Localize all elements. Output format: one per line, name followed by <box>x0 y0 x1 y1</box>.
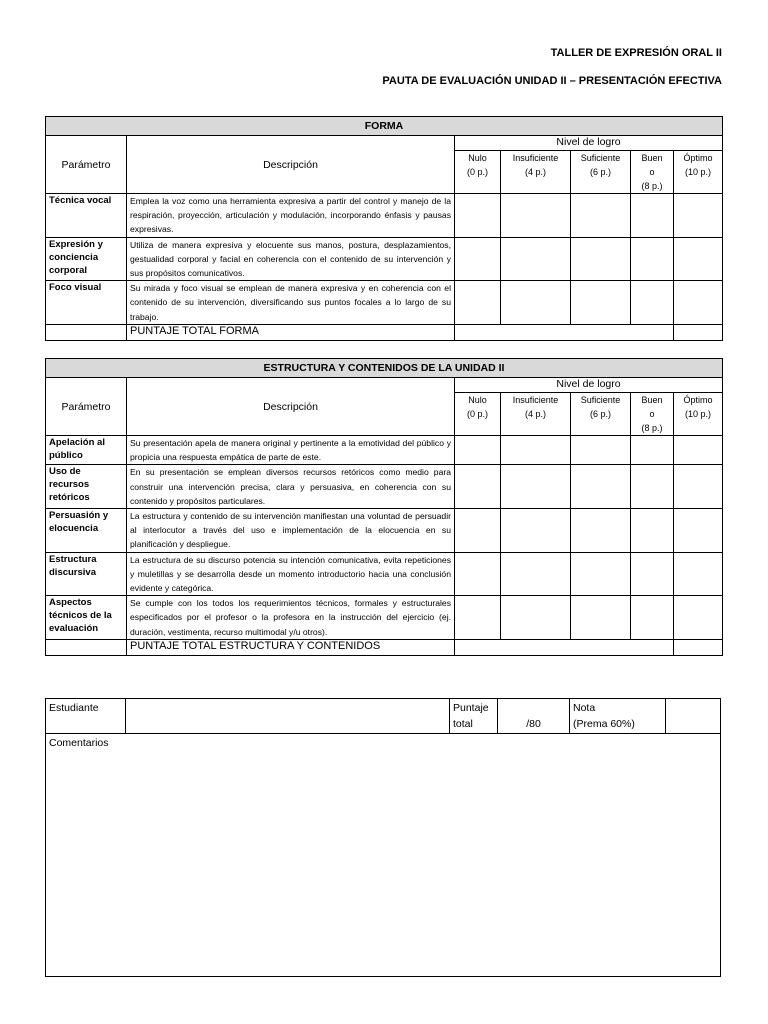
score-cell[interactable] <box>571 552 631 596</box>
score-cell[interactable] <box>455 509 501 553</box>
param-desc: En su presentación se emplean diversos recursos retóricos como medio para construir una intervención precisa, clara y persuasiva, en coherencia con su contenido y propósitos particulares. <box>127 465 455 509</box>
score-cell[interactable] <box>455 436 501 465</box>
param-desc: La estructura y contenido de su intervención manifiestan una voluntad de persuadir al interlocutor a través del uso e implementación de la elocuencia en su planificación y despliegue. <box>127 509 455 553</box>
course-title: TALLER DE EXPRESIÓN ORAL II <box>550 47 722 59</box>
comments-field[interactable] <box>46 734 721 977</box>
param-name: Apelación al público <box>46 436 127 465</box>
level-insuficiente: Insuficiente (4 p.) <box>501 151 571 194</box>
score-cell[interactable] <box>455 281 501 325</box>
table-row <box>46 465 723 509</box>
score-cell[interactable] <box>501 596 571 640</box>
estructura-section-title: ESTRUCTURA Y CONTENIDOS DE LA UNIDAD II <box>46 359 723 378</box>
summary-table <box>45 698 721 977</box>
table-row <box>46 194 723 238</box>
score-cell[interactable] <box>455 194 501 238</box>
total-label: PUNTAJE TOTAL ESTRUCTURA Y CONTENIDOS <box>127 639 455 655</box>
param-name: Aspectos técnicos de la evaluación <box>46 596 127 640</box>
table-row <box>46 436 723 465</box>
score-cell[interactable] <box>455 596 501 640</box>
param-desc: La estructura de su discurso potencia su intención comunicativa, evita repeticiones y muletillas y se desarrolla desde un momento introductorio hacia una conclusión evidente y categórica. <box>127 552 455 596</box>
score-cell[interactable] <box>571 465 631 509</box>
score-cell[interactable] <box>571 509 631 553</box>
score-cell[interactable] <box>674 465 723 509</box>
desc-header: Descripción <box>127 378 455 436</box>
score-cell[interactable] <box>674 237 723 281</box>
param-desc: Se cumple con los todos los requerimientos técnicos, formales y estructurales especificados por el profesor o la profesora en la instrucción del ejercicio (ej. duración, vestimenta, recurso multimodal y/u otros). <box>127 596 455 640</box>
score-cell[interactable] <box>501 237 571 281</box>
table-row <box>46 596 723 640</box>
score-cell[interactable] <box>501 194 571 238</box>
score-cell[interactable] <box>455 237 501 281</box>
forma-table <box>45 116 723 341</box>
estructura-table <box>45 358 723 656</box>
score-cell[interactable] <box>674 194 723 238</box>
param-name: Uso de recursos retóricos <box>46 465 127 509</box>
score-cell[interactable] <box>674 436 723 465</box>
total-row <box>46 639 723 655</box>
score-cell[interactable] <box>631 237 674 281</box>
score-cell[interactable] <box>674 281 723 325</box>
total-score-cell[interactable] <box>455 639 674 655</box>
grade-field[interactable] <box>666 699 721 734</box>
score-cell[interactable] <box>571 436 631 465</box>
score-cell[interactable] <box>455 552 501 596</box>
level-bueno: Buen o (8 p.) <box>631 393 674 436</box>
nivel-header: Nivel de logro <box>455 378 723 393</box>
total-label: PUNTAJE TOTAL FORMA <box>127 324 455 340</box>
level-bueno: Buen o (8 p.) <box>631 151 674 194</box>
nivel-header: Nivel de logro <box>455 136 723 151</box>
table-row <box>46 281 723 325</box>
score-cell[interactable] <box>501 436 571 465</box>
param-desc: Utiliza de manera expresiva y elocuente sus manos, postura, desplazamientos, gestualidad corporal y facial en coherencia con el contenido de su intervención y sus propósitos comunicativos. <box>127 237 455 281</box>
student-label: Estudiante <box>46 699 126 734</box>
score-cell[interactable] <box>501 552 571 596</box>
param-name: Persuasión y elocuencia <box>46 509 127 553</box>
param-header: Parámetro <box>46 136 127 194</box>
empty-cell <box>46 639 127 655</box>
level-optimo: Óptimo (10 p.) <box>674 151 723 194</box>
desc-header: Descripción <box>127 136 455 194</box>
score-cell[interactable] <box>571 596 631 640</box>
score-cell[interactable] <box>455 465 501 509</box>
param-name: Foco visual <box>46 281 127 325</box>
score-cell[interactable] <box>501 281 571 325</box>
param-name: Técnica vocal <box>46 194 127 238</box>
total-score-cell[interactable] <box>674 639 723 655</box>
score-cell[interactable] <box>631 596 674 640</box>
param-name: Expresión y conciencia corporal <box>46 237 127 281</box>
score-cell[interactable] <box>674 596 723 640</box>
score-cell[interactable] <box>631 552 674 596</box>
param-desc: Emplea la voz como una herramienta expresiva a partir del control y manejo de la respiración, proyección, articulación y modulación, incorporando énfasis y pausas expresivas. <box>127 194 455 238</box>
level-nulo: Nulo (0 p.) <box>455 393 501 436</box>
param-desc: Su mirada y foco visual se emplean de manera expresiva y en coherencia con el contenido de su intervención, diversificando sus puntos focales a lo largo de su trabajo. <box>127 281 455 325</box>
level-insuficiente: Insuficiente (4 p.) <box>501 393 571 436</box>
empty-cell <box>46 324 127 340</box>
comments-label: Comentarios <box>49 737 109 749</box>
total-score-cell[interactable] <box>455 324 674 340</box>
score-cell[interactable] <box>631 465 674 509</box>
param-header: Parámetro <box>46 378 127 436</box>
score-cell[interactable] <box>571 237 631 281</box>
forma-section-title: FORMA <box>46 117 723 136</box>
level-nulo: Nulo (0 p.) <box>455 151 501 194</box>
student-name-field[interactable] <box>126 699 450 734</box>
score-cell[interactable] <box>631 436 674 465</box>
score-cell[interactable] <box>631 281 674 325</box>
score-cell[interactable] <box>674 552 723 596</box>
param-name: Estructura discursiva <box>46 552 127 596</box>
param-desc: Su presentación apela de manera original y pertinente a la emotividad del público y propicia una respuesta empática de parte de este. <box>127 436 455 465</box>
score-cell[interactable] <box>571 194 631 238</box>
total-score-label: Puntaje total <box>450 699 498 734</box>
table-row <box>46 552 723 596</box>
score-cell[interactable] <box>571 281 631 325</box>
level-optimo: Óptimo (10 p.) <box>674 393 723 436</box>
level-suficiente: Suficiente (6 p.) <box>571 393 631 436</box>
total-row <box>46 324 723 340</box>
score-cell[interactable] <box>631 194 674 238</box>
table-row <box>46 509 723 553</box>
score-cell[interactable] <box>501 465 571 509</box>
total-score-cell[interactable] <box>674 324 723 340</box>
grade-label: Nota (Prema 60%) <box>570 699 666 734</box>
document-title: PAUTA DE EVALUACIÓN UNIDAD II – PRESENTACIÓN EFECTIVA <box>382 75 722 87</box>
score-cell[interactable] <box>501 509 571 553</box>
score-cell[interactable] <box>631 509 674 553</box>
total-score-field[interactable]: /80 <box>498 699 570 734</box>
level-suficiente: Suficiente (6 p.) <box>571 151 631 194</box>
table-row <box>46 237 723 281</box>
score-cell[interactable] <box>674 509 723 553</box>
